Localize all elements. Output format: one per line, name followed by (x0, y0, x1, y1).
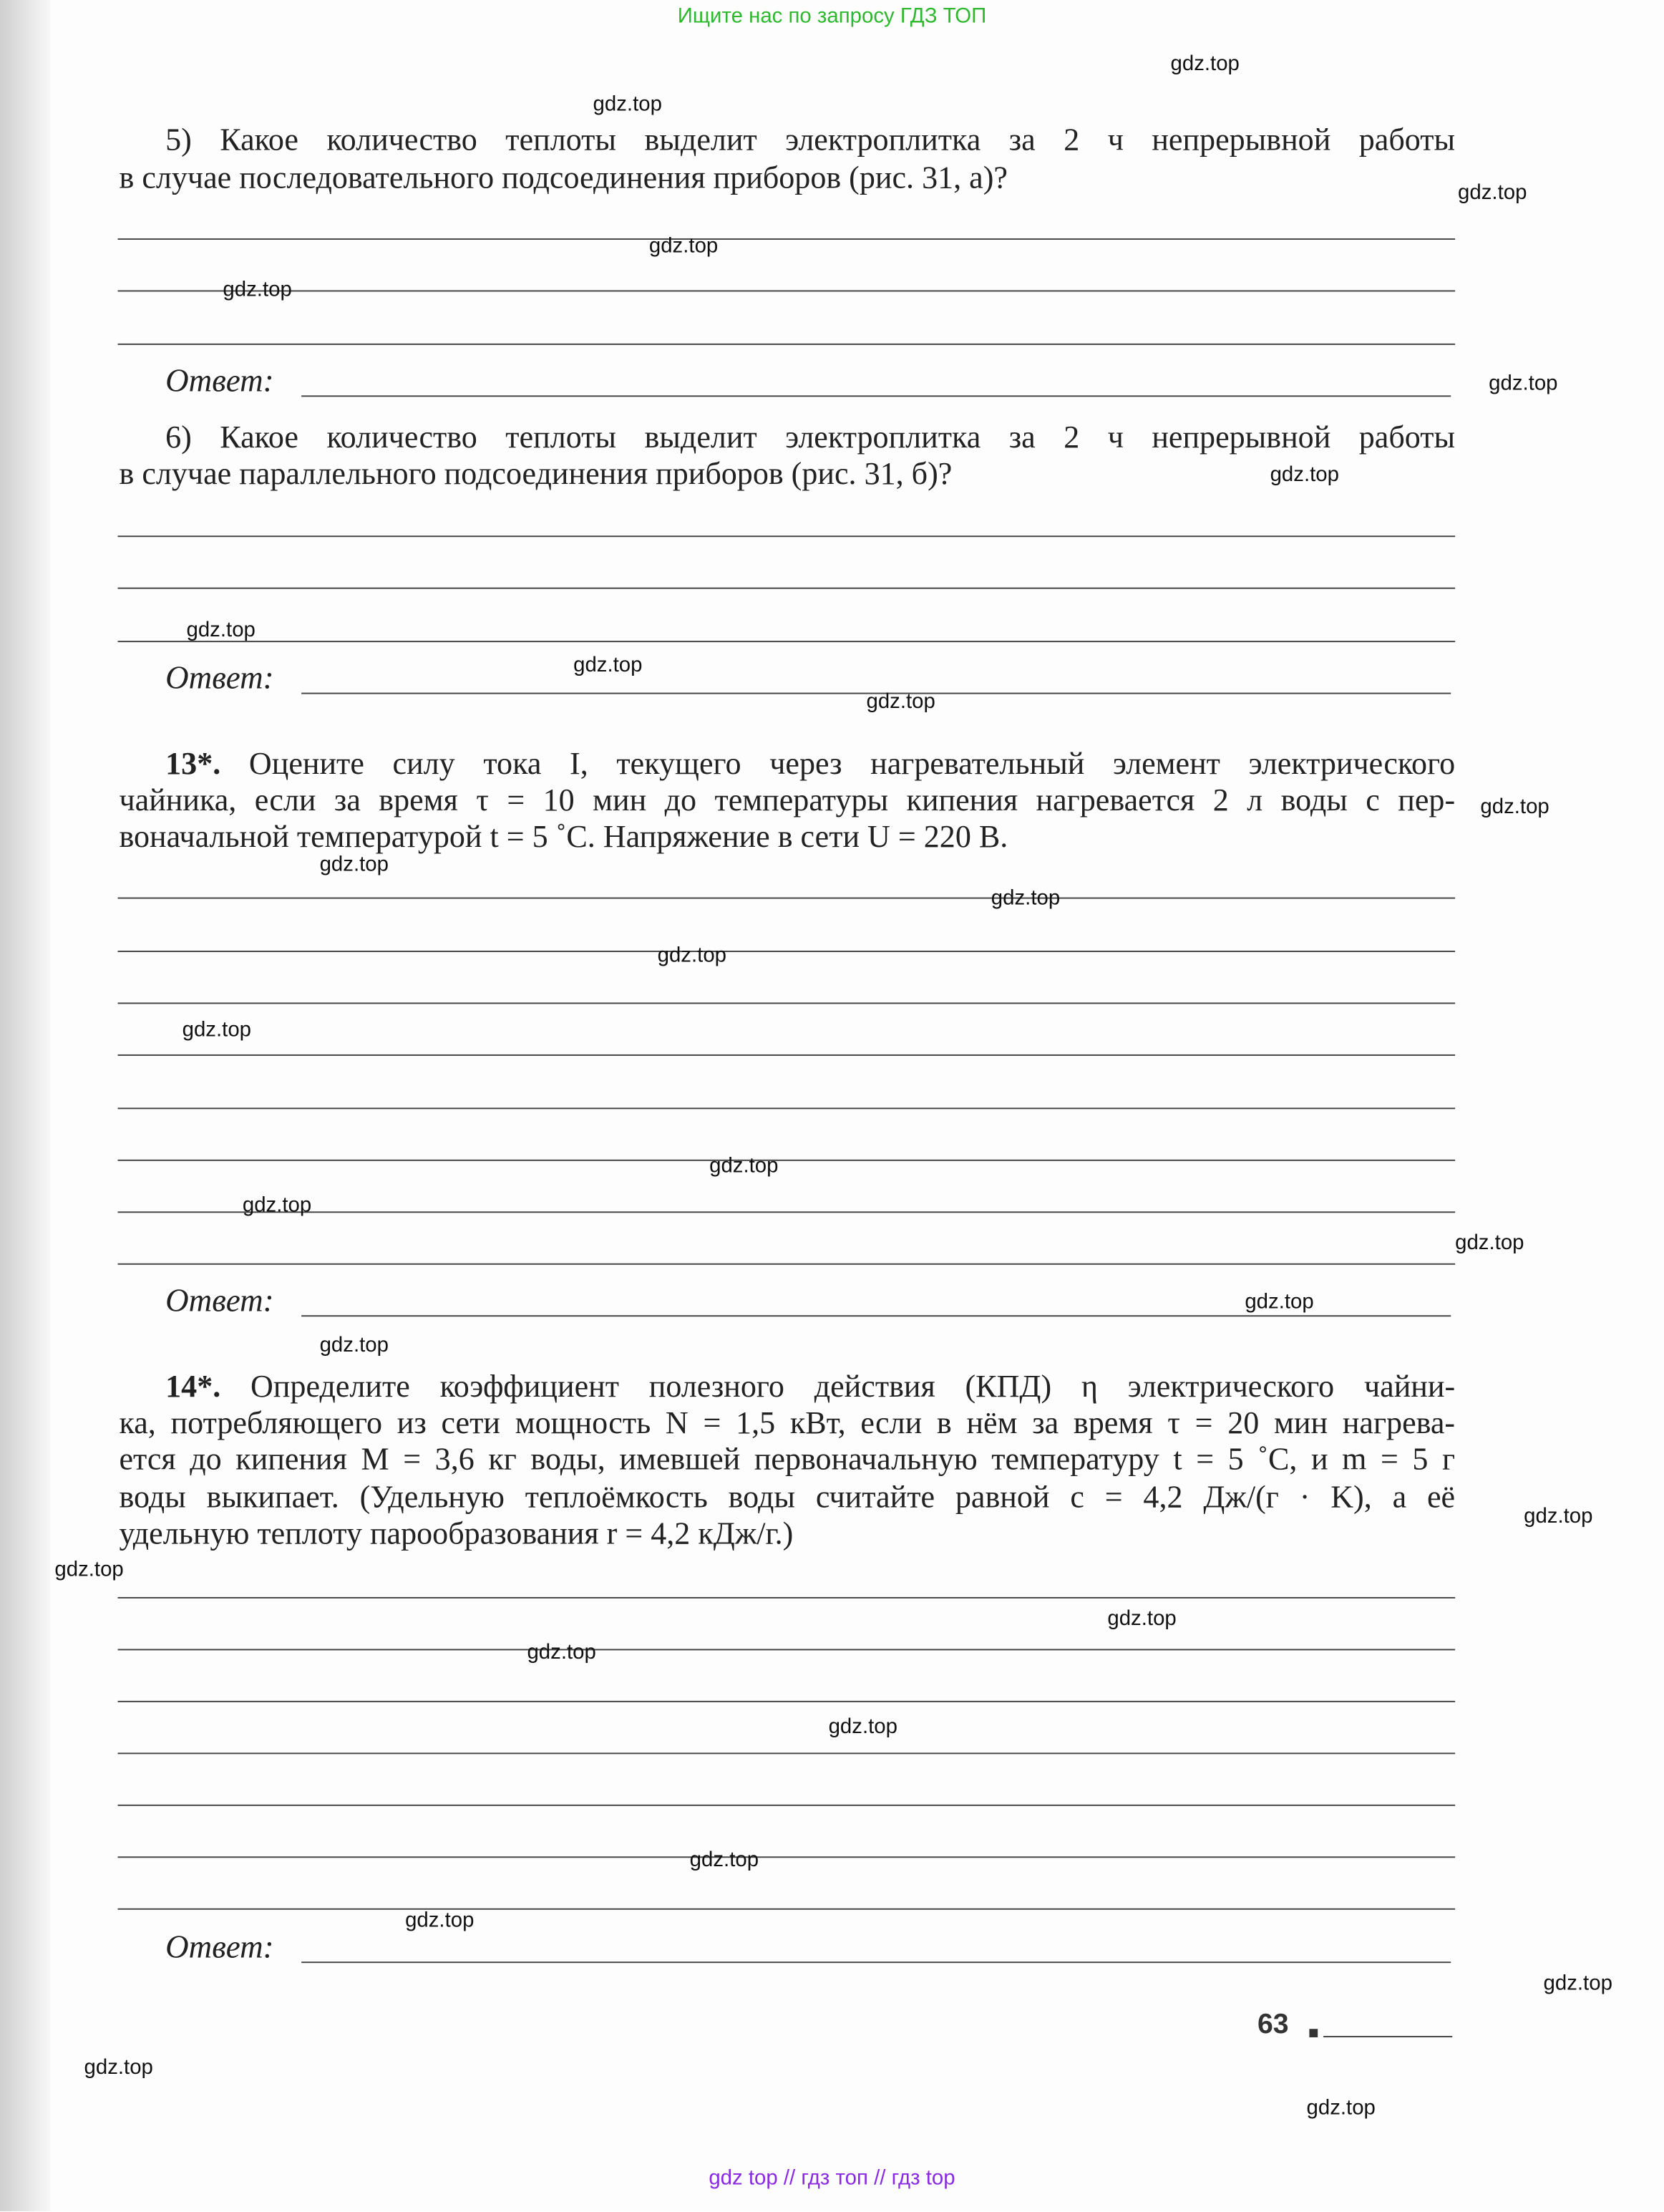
watermark: gdz.top (1458, 180, 1527, 205)
q13-number: 13*. (165, 746, 221, 781)
watermark: gdz.top (1489, 372, 1558, 396)
watermark: gdz.top (527, 1640, 596, 1664)
watermark: gdz.top (182, 1018, 252, 1042)
q13-line-2: чайника, если за время τ = 10 мин до температуры кипения нагревается 2 л воды с пер- (119, 782, 1456, 818)
watermark: gdz.top (1480, 795, 1549, 819)
answer-line (118, 290, 1456, 292)
watermark: gdz.top (1245, 1290, 1314, 1314)
watermark: gdz.top (319, 852, 389, 877)
q13-line-1 (119, 746, 1455, 782)
answer-line (118, 344, 1456, 346)
answer-line (118, 1701, 1456, 1703)
page-number-rule (1323, 2036, 1452, 2038)
q14-number: 14*. (165, 1368, 221, 1404)
watermark: gdz.top (573, 653, 643, 678)
answer-line (118, 1211, 1456, 1213)
answer-line (118, 1597, 1456, 1599)
watermark: gdz.top (84, 2055, 153, 2080)
answer-line (118, 898, 1456, 900)
watermark: gdz.top (1543, 1971, 1612, 1996)
watermark: gdz.top (657, 944, 727, 968)
watermark: gdz.top (1524, 1504, 1593, 1528)
answer-line (118, 535, 1456, 538)
answer-label: Ответ: (165, 363, 274, 399)
watermark: gdz.top (648, 234, 719, 258)
answer-line (118, 951, 1456, 953)
answer-line (118, 1649, 1456, 1651)
watermark: gdz.top (689, 1848, 759, 1872)
answer-line (301, 1315, 1451, 1317)
answer-line (118, 1263, 1456, 1266)
q14-line-3: ется до кипения M = 3,6 кг воды, имевшей первоначальную температуру t = 5 ˚C, и m = 5 г (119, 1441, 1456, 1477)
answer-line (118, 238, 1456, 241)
answer-label: Ответ: (165, 660, 274, 696)
q5-line-1: 5) Какое количество теплоты выделит электроплитка за 2 ч непрерывной работы (165, 122, 1456, 157)
watermark: gdz.top (866, 689, 935, 714)
page-number: 63 (1257, 2009, 1289, 2040)
answer-line (118, 1805, 1456, 1807)
watermark: gdz.top (1455, 1231, 1524, 1256)
watermark: gdz.top (1270, 462, 1339, 487)
answer-line (118, 1054, 1456, 1057)
answer-line (118, 1160, 1456, 1162)
watermark: gdz.top (1306, 2096, 1376, 2120)
page-edge-shadow (0, 0, 51, 2211)
watermark: gdz.top (1107, 1606, 1177, 1631)
watermark: gdz.top (242, 1193, 312, 1218)
watermark: gdz.top (828, 1714, 897, 1739)
answer-line (118, 1107, 1456, 1110)
answer-line (118, 641, 1456, 643)
answer-label: Ответ: (165, 1929, 274, 1965)
top-note[interactable]: Ищите нас по запросу ГДЗ ТОП (677, 4, 987, 29)
watermark: gdz.top (54, 1558, 124, 1582)
answer-line (118, 588, 1456, 590)
footer-links[interactable]: gdz top // гдз топ // гдз top (709, 2166, 955, 2191)
answer-label: Ответ: (165, 1283, 274, 1319)
watermark: gdz.top (593, 92, 662, 117)
q14-line-4: воды выкипает. (Удельную теплоёмкость воды считайте равной c = 4,2 Дж/(г · K), а её (119, 1479, 1456, 1515)
answer-line (118, 1908, 1456, 1911)
watermark: gdz.top (405, 1908, 475, 1933)
watermark: gdz.top (319, 1333, 389, 1358)
q5-line-2: в случае последовательного подсоединения приборов (рис. 31, а)? (119, 160, 1008, 195)
answer-line (118, 1002, 1456, 1004)
watermark: gdz.top (186, 618, 256, 643)
q14-text: Определите коэффициент полезного действия (КПД) η электрического чайни- (250, 1368, 1456, 1404)
q13-text: Оцените силу тока I, текущего через нагревательный элемент электрического (248, 746, 1456, 781)
watermark: gdz.top (1170, 52, 1240, 76)
watermark: gdz.top (223, 277, 292, 302)
answer-line (301, 395, 1451, 397)
answer-line (118, 1856, 1456, 1858)
q6-line-1: 6) Какое количество теплоты выделит электроплитка за 2 ч непрерывной работы (165, 419, 1456, 455)
page-number-marker (1309, 2029, 1318, 2037)
q14-line-5: удельную теплоту парообразования r = 4,2 кДж/г.) (119, 1515, 794, 1551)
answer-line (118, 1752, 1456, 1755)
answer-line (301, 1961, 1451, 1964)
q14-line-2: ка, потребляющего из сети мощность N = 1,5 кВт, если в нём за время τ = 20 мин нагрева- (119, 1405, 1456, 1440)
q6-line-2: в случае параллельного подсоединения приборов (рис. 31, б)? (119, 455, 953, 491)
watermark: gdz.top (709, 1154, 779, 1178)
q14-line-1 (119, 1369, 1455, 1405)
watermark: gdz.top (991, 886, 1061, 911)
q13-line-3: воначальной температурой t = 5 ˚C. Напряжение в сети U = 220 В. (119, 818, 1008, 854)
